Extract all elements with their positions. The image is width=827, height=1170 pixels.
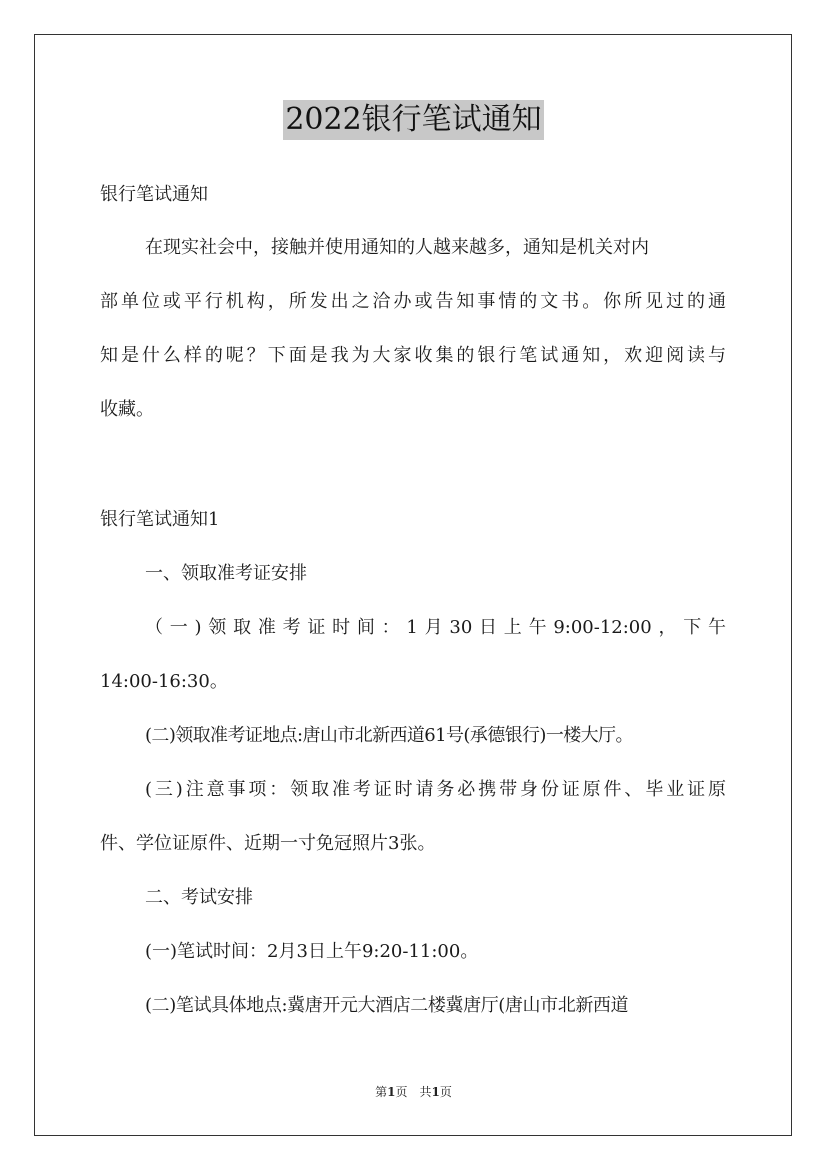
title-wrap xyxy=(0,100,827,140)
part2-heading: 二、考试安排 xyxy=(145,887,253,908)
intro-line-1: 在现实社会中，接触并使用通知的人越来越多，通知是机关对内 xyxy=(145,237,649,258)
item1-line-2: 14:00-16:30。 xyxy=(100,671,228,692)
footer-page-current: 1 xyxy=(387,1085,396,1099)
intro-line-4: 收藏。 xyxy=(100,399,154,420)
part1-heading: 一、领取准考证安排 xyxy=(145,563,307,584)
item5: (二)笔试具体地点:冀唐开元大酒店二楼冀唐厅(唐山市北新西道 xyxy=(145,995,629,1016)
page-footer xyxy=(0,1084,827,1100)
item2: (二)领取准考证地点:唐山市北新西道61号(承德银行)一楼大厅。 xyxy=(145,725,633,746)
section-heading: 银行笔试通知1 xyxy=(100,509,220,530)
footer-prefix: 第 xyxy=(375,1085,388,1099)
intro-line-3: 知是什么样的呢？下面是我为大家收集的银行笔试通知，欢迎阅读与 xyxy=(100,345,726,366)
item3-line-2: 件、学位证原件、近期一寸免冠照片3张。 xyxy=(100,833,436,854)
document-subtitle: 银行笔试通知 xyxy=(100,184,208,205)
footer-mid: 页 共 xyxy=(395,1085,432,1099)
footer-suffix: 页 xyxy=(439,1085,452,1099)
item4: (一)笔试时间：2月3日上午9:20-11:00。 xyxy=(145,941,479,962)
item3-line-1: (三)注意事项：领取准考证时请务必携带身份证原件、毕业证原 xyxy=(145,779,726,800)
document-title: 2022银行笔试通知 xyxy=(283,100,543,140)
footer-page-total: 1 xyxy=(431,1085,440,1099)
intro-line-2: 部单位或平行机构，所发出之洽办或告知事情的文书。你所见过的通 xyxy=(100,291,726,312)
item1-line-1: （一)领取准考证时间：1月30日上午9:00-12:00，下午 xyxy=(145,617,726,638)
